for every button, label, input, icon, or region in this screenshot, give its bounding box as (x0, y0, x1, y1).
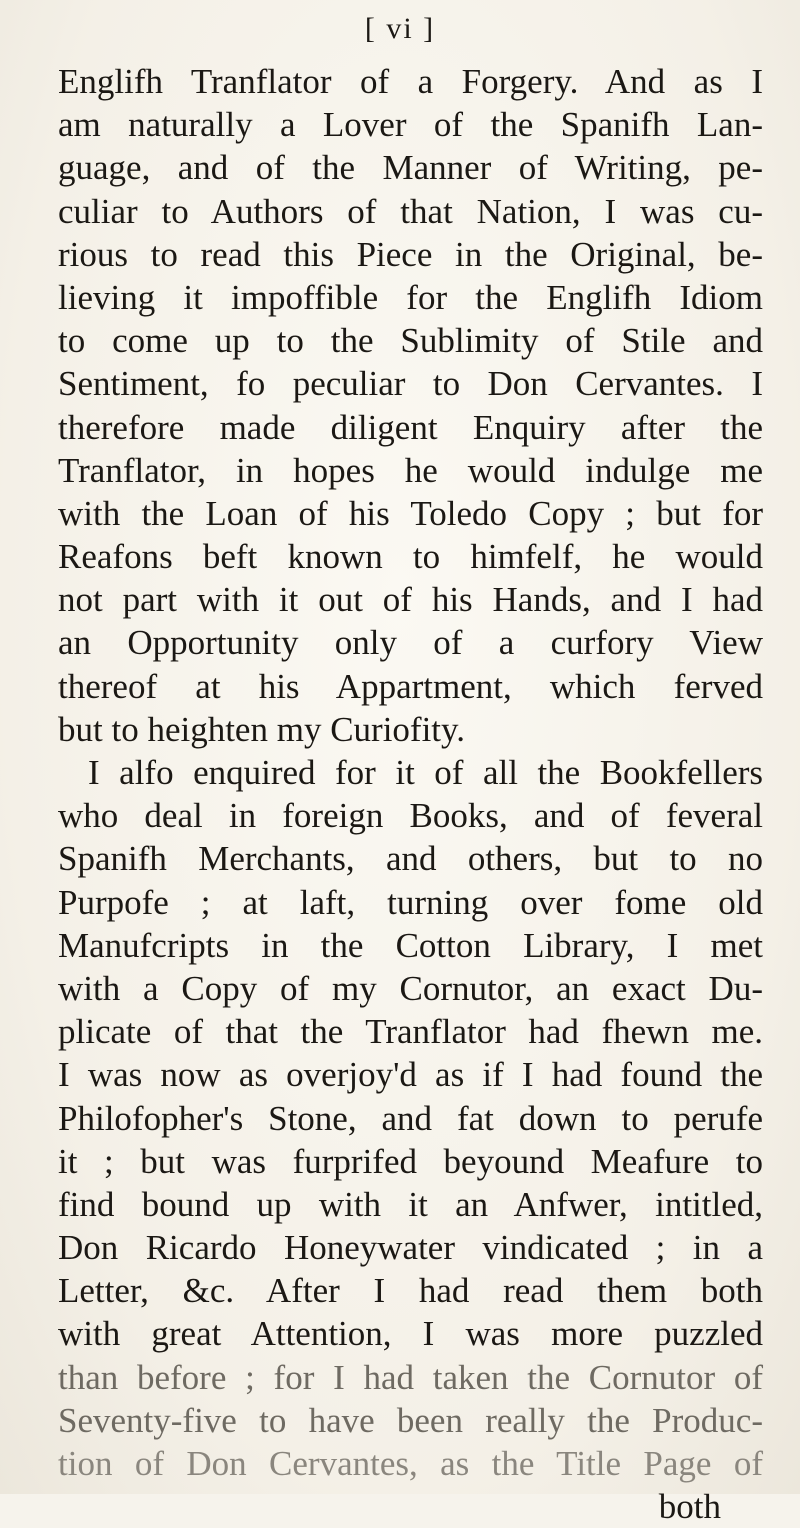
text-line: find bound up with it an Anfwer, intitled, (58, 1184, 763, 1224)
text-line: Seventy-five to have been really the Produc- (58, 1400, 763, 1440)
text-line: not part with it out of his Hands, and I had (58, 580, 763, 620)
text-line: to come up to the Sublimity of Stile and (58, 321, 763, 361)
page-number: [ vi ] (364, 12, 436, 45)
text-line: with the Loan of his Toledo Copy ; but for (58, 493, 763, 533)
text-line: plicate of that the Tranflator had fhewn me. (58, 1012, 763, 1052)
text-line: therefore made diligent Enquiry after the (58, 407, 763, 447)
text-line: Purpofe ; at laft, turning over fome old (58, 882, 763, 922)
text-line: an Opportunity only of a curfory View (58, 623, 763, 663)
text-line: I alfo enquired for it of all the Bookfellers (88, 753, 763, 792)
text-line: with great Attention, I was more puzzled (58, 1314, 763, 1354)
text-line: am naturally a Lover of the Spanifh Lan- (58, 105, 763, 145)
text-line: Manufcripts in the Cotton Library, I met (58, 925, 763, 965)
text-line: thereof at his Appartment, which ferved (58, 666, 763, 706)
text-line: Philofopher's Stone, and fat down to perufe (58, 1098, 763, 1138)
text-line: Don Ricardo Honeywater vindicated ; in a (58, 1228, 763, 1268)
text-line: who deal in foreign Books, and of feveral (58, 796, 763, 836)
page-body-text (58, 60, 763, 1528)
text-line: than before ; for I had taken the Cornutor of (58, 1357, 763, 1397)
text-line: tion of Don Cervantes, as the Title Page of (58, 1444, 763, 1483)
text-line: lieving it impoffible for the Englifh Idiom (58, 277, 763, 317)
text-line: Englifh Tranflator of a Forgery. And as I (58, 62, 763, 101)
text-line: Letter, &c. After I had read them both (58, 1271, 763, 1311)
text-line: rious to read this Piece in the Original, be- (58, 234, 763, 274)
text-line: Spanifh Merchants, and others, but to no (58, 839, 763, 879)
text-line: Sentiment, fo peculiar to Don Cervantes. I (58, 364, 763, 404)
text-line: Reafons beft known to himfelf, he would (58, 537, 763, 577)
text-line: but to heighten my Curiofity. (58, 709, 465, 749)
text-line: with a Copy of my Cornutor, an exact Du- (58, 968, 763, 1008)
text-line: guage, and of the Manner of Writing, pe- (58, 148, 763, 188)
catchword: both (658, 1487, 721, 1527)
text-line: it ; but was furprifed beyound Meafure to (58, 1141, 763, 1181)
text-line: I was now as overjoy'd as if I had found the (58, 1055, 763, 1095)
text-line: culiar to Authors of that Nation, I was cu- (58, 191, 763, 231)
text-line: Tranflator, in hopes he would indulge me (58, 450, 763, 490)
